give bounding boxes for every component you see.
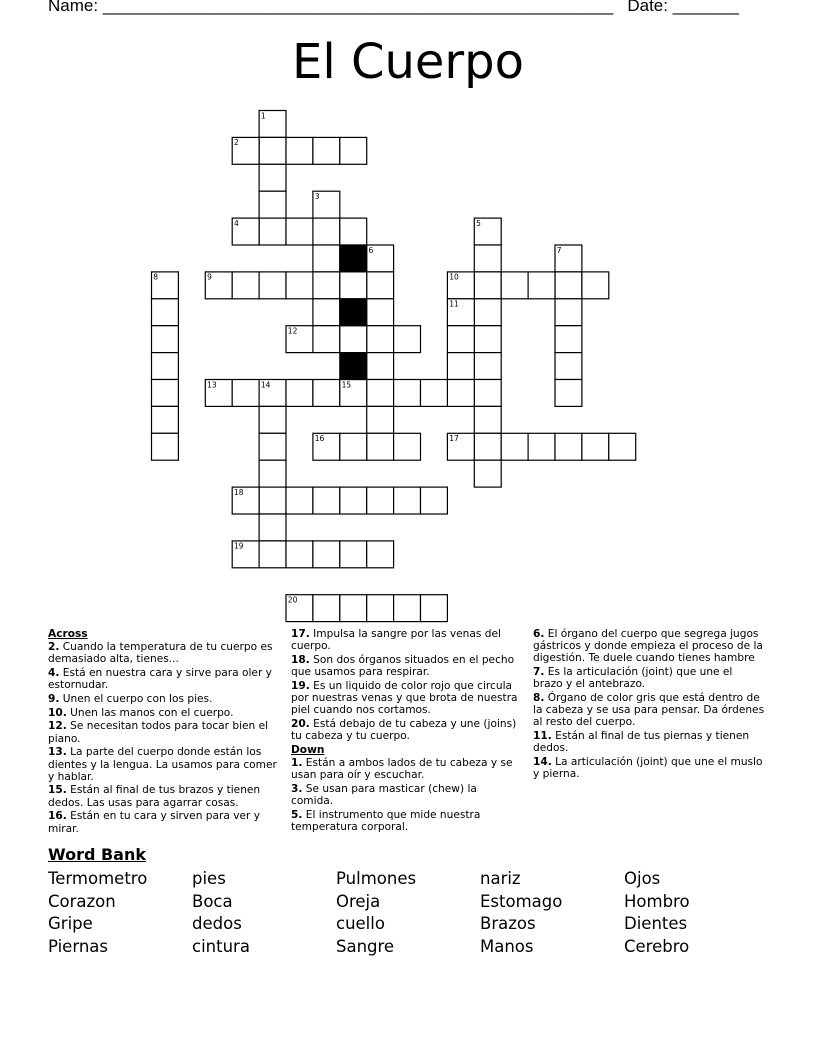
- grid-cell[interactable]: [313, 191, 340, 218]
- grid-cell[interactable]: [394, 595, 421, 622]
- grid-cell[interactable]: [474, 299, 501, 326]
- grid-cell[interactable]: [340, 218, 367, 245]
- across-clue: [291, 654, 521, 678]
- grid-cell[interactable]: [555, 245, 582, 272]
- clue-text: Están en tu cara y sirven para ver y mirar.: [48, 810, 260, 835]
- grid-cell[interactable]: [421, 595, 448, 622]
- down-clue: [533, 730, 765, 754]
- clue-number: 6: [368, 245, 374, 255]
- across-clue: [48, 720, 284, 744]
- grid-cell[interactable]: [528, 433, 555, 460]
- clue-number: 1: [260, 111, 266, 121]
- grid-cell[interactable]: [313, 433, 340, 460]
- word-bank-item: pies: [192, 869, 226, 888]
- grid-cell[interactable]: [474, 326, 501, 353]
- clue-number: 4: [234, 218, 239, 228]
- clue-text: Cuando la temperatura de tu cuerpo es demasiado alta, tienes...: [48, 641, 273, 666]
- black-cell: [340, 299, 367, 326]
- clue-text: Se usan para masticar (chew) la comida.: [291, 782, 477, 808]
- across-clue: [48, 707, 284, 719]
- across-heading: Across: [48, 628, 88, 640]
- black-cell: [340, 353, 367, 380]
- grid-cell[interactable]: [394, 380, 421, 407]
- grid-cell[interactable]: [152, 299, 179, 326]
- grid-cell[interactable]: [555, 433, 582, 460]
- across-clue: [48, 693, 284, 705]
- grid-cell[interactable]: [340, 595, 367, 622]
- grid-cell[interactable]: [232, 487, 259, 514]
- grid-cell[interactable]: [340, 137, 367, 164]
- grid-cell[interactable]: [340, 433, 367, 460]
- grid-cell[interactable]: [447, 299, 474, 326]
- clue-num: 10.: [48, 706, 67, 719]
- grid-cell[interactable]: [259, 137, 286, 164]
- grid-cell[interactable]: [474, 433, 501, 460]
- grid-cell[interactable]: [313, 380, 340, 407]
- word-bank-item: Dientes: [624, 914, 688, 934]
- down-clue-list: [291, 757, 521, 833]
- grid-cell[interactable]: [340, 326, 367, 353]
- word-bank-item: Sangre: [336, 937, 395, 957]
- grid-cell[interactable]: [286, 487, 313, 514]
- grid-cell[interactable]: [555, 353, 582, 380]
- clue-num: 5.: [291, 808, 303, 821]
- clue-text: Unen las manos con el cuerpo.: [70, 706, 234, 719]
- grid-cell[interactable]: [555, 380, 582, 407]
- clue-num: 3.: [291, 782, 303, 795]
- clue-number: 2: [234, 138, 239, 148]
- clue-num: 20.: [291, 717, 310, 730]
- across-clue-list-continued: [291, 628, 521, 742]
- clue-text: Órgano de color gris que está dentro de la cabeza y se usa para pensar. Da órdenes al resto del cuerpo.: [533, 692, 765, 729]
- grid-cell[interactable]: [205, 380, 232, 407]
- across-clue: [291, 718, 521, 742]
- clue-number: 13: [207, 380, 217, 390]
- grid-cell[interactable]: [367, 406, 394, 433]
- grid-cell[interactable]: [340, 380, 367, 407]
- across-clue: [48, 667, 284, 691]
- across-clue: [291, 680, 521, 717]
- clue-num: 14.: [533, 756, 552, 769]
- grid-cell[interactable]: [609, 433, 636, 460]
- grid-cell[interactable]: [447, 380, 474, 407]
- grid-cell[interactable]: [152, 353, 179, 380]
- grid-cell[interactable]: [313, 326, 340, 353]
- grid-cell[interactable]: [232, 541, 259, 568]
- grid-cell[interactable]: [286, 272, 313, 299]
- down-clue: [533, 666, 765, 690]
- clue-text: El órgano del cuerpo que segrega jugos gástricos y donde empieza el proceso de la digestión. Te duele cuando tienes hambre: [533, 628, 763, 665]
- clue-number: 9: [207, 272, 212, 282]
- grid-cell[interactable]: [474, 406, 501, 433]
- clue-text: La parte del cuerpo donde están los dientes y la lengua. La usamos para comer y hablar.: [48, 746, 277, 783]
- word-bank-item: nariz: [480, 869, 521, 888]
- clue-number: 7: [556, 245, 562, 255]
- grid-cell[interactable]: [367, 380, 394, 407]
- grid-cell[interactable]: [367, 595, 394, 622]
- grid-cell[interactable]: [555, 272, 582, 299]
- grid-cell[interactable]: [394, 487, 421, 514]
- grid-cell[interactable]: [367, 353, 394, 380]
- black-cell: [340, 245, 367, 272]
- grid-cell[interactable]: [259, 218, 286, 245]
- grid-cell[interactable]: [340, 541, 367, 568]
- grid-cell[interactable]: [232, 272, 259, 299]
- grid-cell[interactable]: [313, 299, 340, 326]
- clue-number: 20: [287, 595, 298, 605]
- down-clue: [533, 756, 765, 780]
- clue-number: 19: [234, 541, 244, 551]
- clue-number: 12: [287, 326, 298, 336]
- grid-cell[interactable]: [474, 245, 501, 272]
- clue-number: 18: [234, 487, 244, 497]
- clue-num: 12.: [48, 720, 67, 733]
- grid-cell[interactable]: [474, 353, 501, 380]
- grid-cell[interactable]: [259, 433, 286, 460]
- clue-num: 18.: [291, 653, 310, 666]
- grid-cell[interactable]: [152, 380, 179, 407]
- grid-cell[interactable]: [367, 433, 394, 460]
- grid-cell[interactable]: [367, 487, 394, 514]
- grid-cell[interactable]: [152, 433, 179, 460]
- clues-column-3: [533, 628, 765, 782]
- across-clue: [48, 784, 284, 808]
- down-clue: [291, 783, 521, 807]
- grid-cell[interactable]: [501, 433, 528, 460]
- word-bank-item: Brazos: [480, 914, 536, 934]
- clues-column-2: [291, 628, 521, 835]
- clue-num: 16.: [48, 810, 67, 823]
- clue-number: 16: [314, 434, 325, 444]
- word-bank-item: dedos: [192, 914, 242, 934]
- grid-cell[interactable]: [501, 272, 528, 299]
- clue-text: Están a ambos lados de tu cabeza y se usan para oír y escuchar.: [291, 757, 513, 782]
- clue-text: Es la articulación (joint) que une el brazo y el antebrazo.: [533, 666, 733, 691]
- grid-cell[interactable]: [152, 326, 179, 353]
- grid-cell[interactable]: [394, 433, 421, 460]
- grid-cell[interactable]: [286, 326, 313, 353]
- grid-cell[interactable]: [394, 326, 421, 353]
- grid-cell[interactable]: [474, 272, 501, 299]
- word-bank-item: cuello: [336, 914, 385, 934]
- clue-text: Se necesitan todos para tocar bien el piano.: [48, 720, 269, 745]
- grid-cell[interactable]: [447, 353, 474, 380]
- grid-cell[interactable]: [313, 218, 340, 245]
- clue-num: 2.: [48, 641, 60, 654]
- grid-cell[interactable]: [286, 218, 313, 245]
- clue-num: 8.: [533, 692, 545, 705]
- clue-num: 15.: [48, 784, 67, 797]
- grid-cell[interactable]: [259, 514, 286, 541]
- clue-number: 11: [449, 299, 459, 309]
- word-bank-item: Termometro: [48, 869, 148, 888]
- clue-text: Está en nuestra cara y sirve para oler y estornudar.: [48, 667, 272, 692]
- clue-text: El instrumento que mide nuestra temperatura corporal.: [291, 808, 481, 834]
- down-clue: [291, 757, 521, 781]
- date-field-label: Date: _______: [627, 0, 739, 15]
- word-bank-item: Piernas: [48, 937, 108, 957]
- grid-cell[interactable]: [286, 137, 313, 164]
- grid-cell[interactable]: [259, 460, 286, 487]
- down-clue-list-continued: [533, 628, 765, 780]
- grid-cell[interactable]: [259, 272, 286, 299]
- grid-cell[interactable]: [313, 272, 340, 299]
- grid-cell[interactable]: [259, 380, 286, 407]
- grid-cell[interactable]: [232, 380, 259, 407]
- across-clue: [48, 810, 284, 834]
- grid-cell[interactable]: [259, 111, 286, 138]
- grid-cell[interactable]: [421, 487, 448, 514]
- across-clue-list: [48, 641, 284, 835]
- clue-num: 7.: [533, 666, 545, 679]
- grid-cell[interactable]: [232, 137, 259, 164]
- word-bank-item: Manos: [480, 937, 534, 957]
- grid-cell[interactable]: [447, 433, 474, 460]
- grid-cell[interactable]: [340, 272, 367, 299]
- grid-cell[interactable]: [313, 137, 340, 164]
- clue-number: 8: [153, 272, 159, 282]
- clue-text: Es un liquido de color rojo que circula por nuestras venas y que brota de nuestra piel cuando nos cortamos.: [291, 679, 518, 717]
- grid-cell[interactable]: [447, 326, 474, 353]
- clue-num: 4.: [48, 667, 60, 680]
- grid-cell[interactable]: [259, 191, 286, 218]
- word-bank-item: Hombro: [624, 891, 690, 911]
- grid-cell[interactable]: [259, 541, 286, 568]
- clue-number: 17: [449, 434, 459, 444]
- word-bank-item: Estomago: [480, 891, 563, 911]
- grid-cell[interactable]: [286, 541, 313, 568]
- grid-cell[interactable]: [447, 272, 474, 299]
- grid-cell[interactable]: [286, 380, 313, 407]
- down-clue: [291, 809, 521, 833]
- grid-cell[interactable]: [259, 487, 286, 514]
- word-bank-item: Corazon: [48, 891, 116, 911]
- grid-cell[interactable]: [259, 164, 286, 191]
- name-field-label: Name: ______________________________________________________: [48, 0, 614, 15]
- grid-cell[interactable]: [367, 541, 394, 568]
- word-bank: [48, 868, 768, 959]
- clue-text: Unen el cuerpo con los pies.: [62, 693, 213, 706]
- grid-cell[interactable]: [152, 406, 179, 433]
- clue-num: 9.: [48, 693, 60, 706]
- grid-cell[interactable]: [421, 380, 448, 407]
- clues-column-1: [48, 628, 284, 836]
- clue-text: La articulación (joint) que une el muslo y pierna.: [533, 756, 763, 781]
- clue-number: 14: [260, 380, 271, 390]
- word-bank-item: Pulmones: [336, 869, 417, 888]
- grid-cell[interactable]: [313, 595, 340, 622]
- grid-cell[interactable]: [232, 218, 259, 245]
- clue-num: 17.: [291, 628, 310, 640]
- grid-cell[interactable]: [340, 487, 367, 514]
- clue-num: 6.: [533, 628, 545, 640]
- grid-cell[interactable]: [259, 406, 286, 433]
- clue-num: 1.: [291, 757, 303, 770]
- clue-num: 19.: [291, 679, 310, 692]
- grid-cell[interactable]: [582, 272, 609, 299]
- down-clue: [533, 628, 765, 665]
- grid-cell[interactable]: [367, 326, 394, 353]
- word-bank-item: Ojos: [624, 869, 661, 888]
- word-bank-item: Boca: [192, 891, 233, 911]
- grid-cell[interactable]: [286, 595, 313, 622]
- word-bank-item: Gripe: [48, 914, 93, 934]
- clue-number: 3: [314, 192, 320, 201]
- grid-cell[interactable]: [205, 272, 232, 299]
- across-clue: [48, 641, 284, 665]
- clue-number: 10: [449, 272, 459, 282]
- clue-number: 15: [341, 380, 352, 390]
- page-title: El Cuerpo: [292, 34, 524, 90]
- word-bank-item: cintura: [192, 937, 250, 957]
- clue-text: Son dos órganos situados en el pecho que usamos para respirar.: [291, 653, 515, 679]
- clue-text: Están al final de tus brazos y tienen dedos. Las usas para agarrar cosas.: [48, 784, 261, 809]
- grid-cell[interactable]: [528, 272, 555, 299]
- grid-cell[interactable]: [474, 460, 501, 487]
- grid-cell[interactable]: [313, 245, 340, 272]
- across-clue: [48, 746, 284, 783]
- grid-cell[interactable]: [367, 299, 394, 326]
- header-fields: [48, 0, 739, 16]
- grid-cell[interactable]: [367, 245, 394, 272]
- down-clue: [533, 692, 765, 729]
- grid-cell[interactable]: [367, 272, 394, 299]
- clue-text: Impulsa la sangre por las venas del cuerpo.: [291, 628, 501, 653]
- clue-text: Está debajo de tu cabeza y une (joins) tu cabeza y tu cuerpo.: [291, 717, 517, 743]
- grid-cell[interactable]: [152, 272, 179, 299]
- grid-cell[interactable]: [474, 380, 501, 407]
- grid-cell[interactable]: [555, 326, 582, 353]
- word-bank-item: Cerebro: [624, 937, 690, 957]
- word-bank-title: Word Bank: [48, 845, 147, 864]
- grid-cell[interactable]: [555, 299, 582, 326]
- grid-cell[interactable]: [313, 541, 340, 568]
- clue-number: 5: [476, 218, 481, 228]
- clue-text: Están al final de tus piernas y tienen dedos.: [533, 730, 750, 755]
- word-bank-item: Oreja: [336, 891, 381, 911]
- grid-cell[interactable]: [582, 433, 609, 460]
- down-heading: Down: [291, 743, 325, 756]
- across-clue: [291, 628, 521, 652]
- clue-num: 13.: [48, 746, 67, 759]
- grid-cell[interactable]: [313, 487, 340, 514]
- clue-num: 11.: [533, 730, 552, 743]
- grid-cell[interactable]: [474, 218, 501, 245]
